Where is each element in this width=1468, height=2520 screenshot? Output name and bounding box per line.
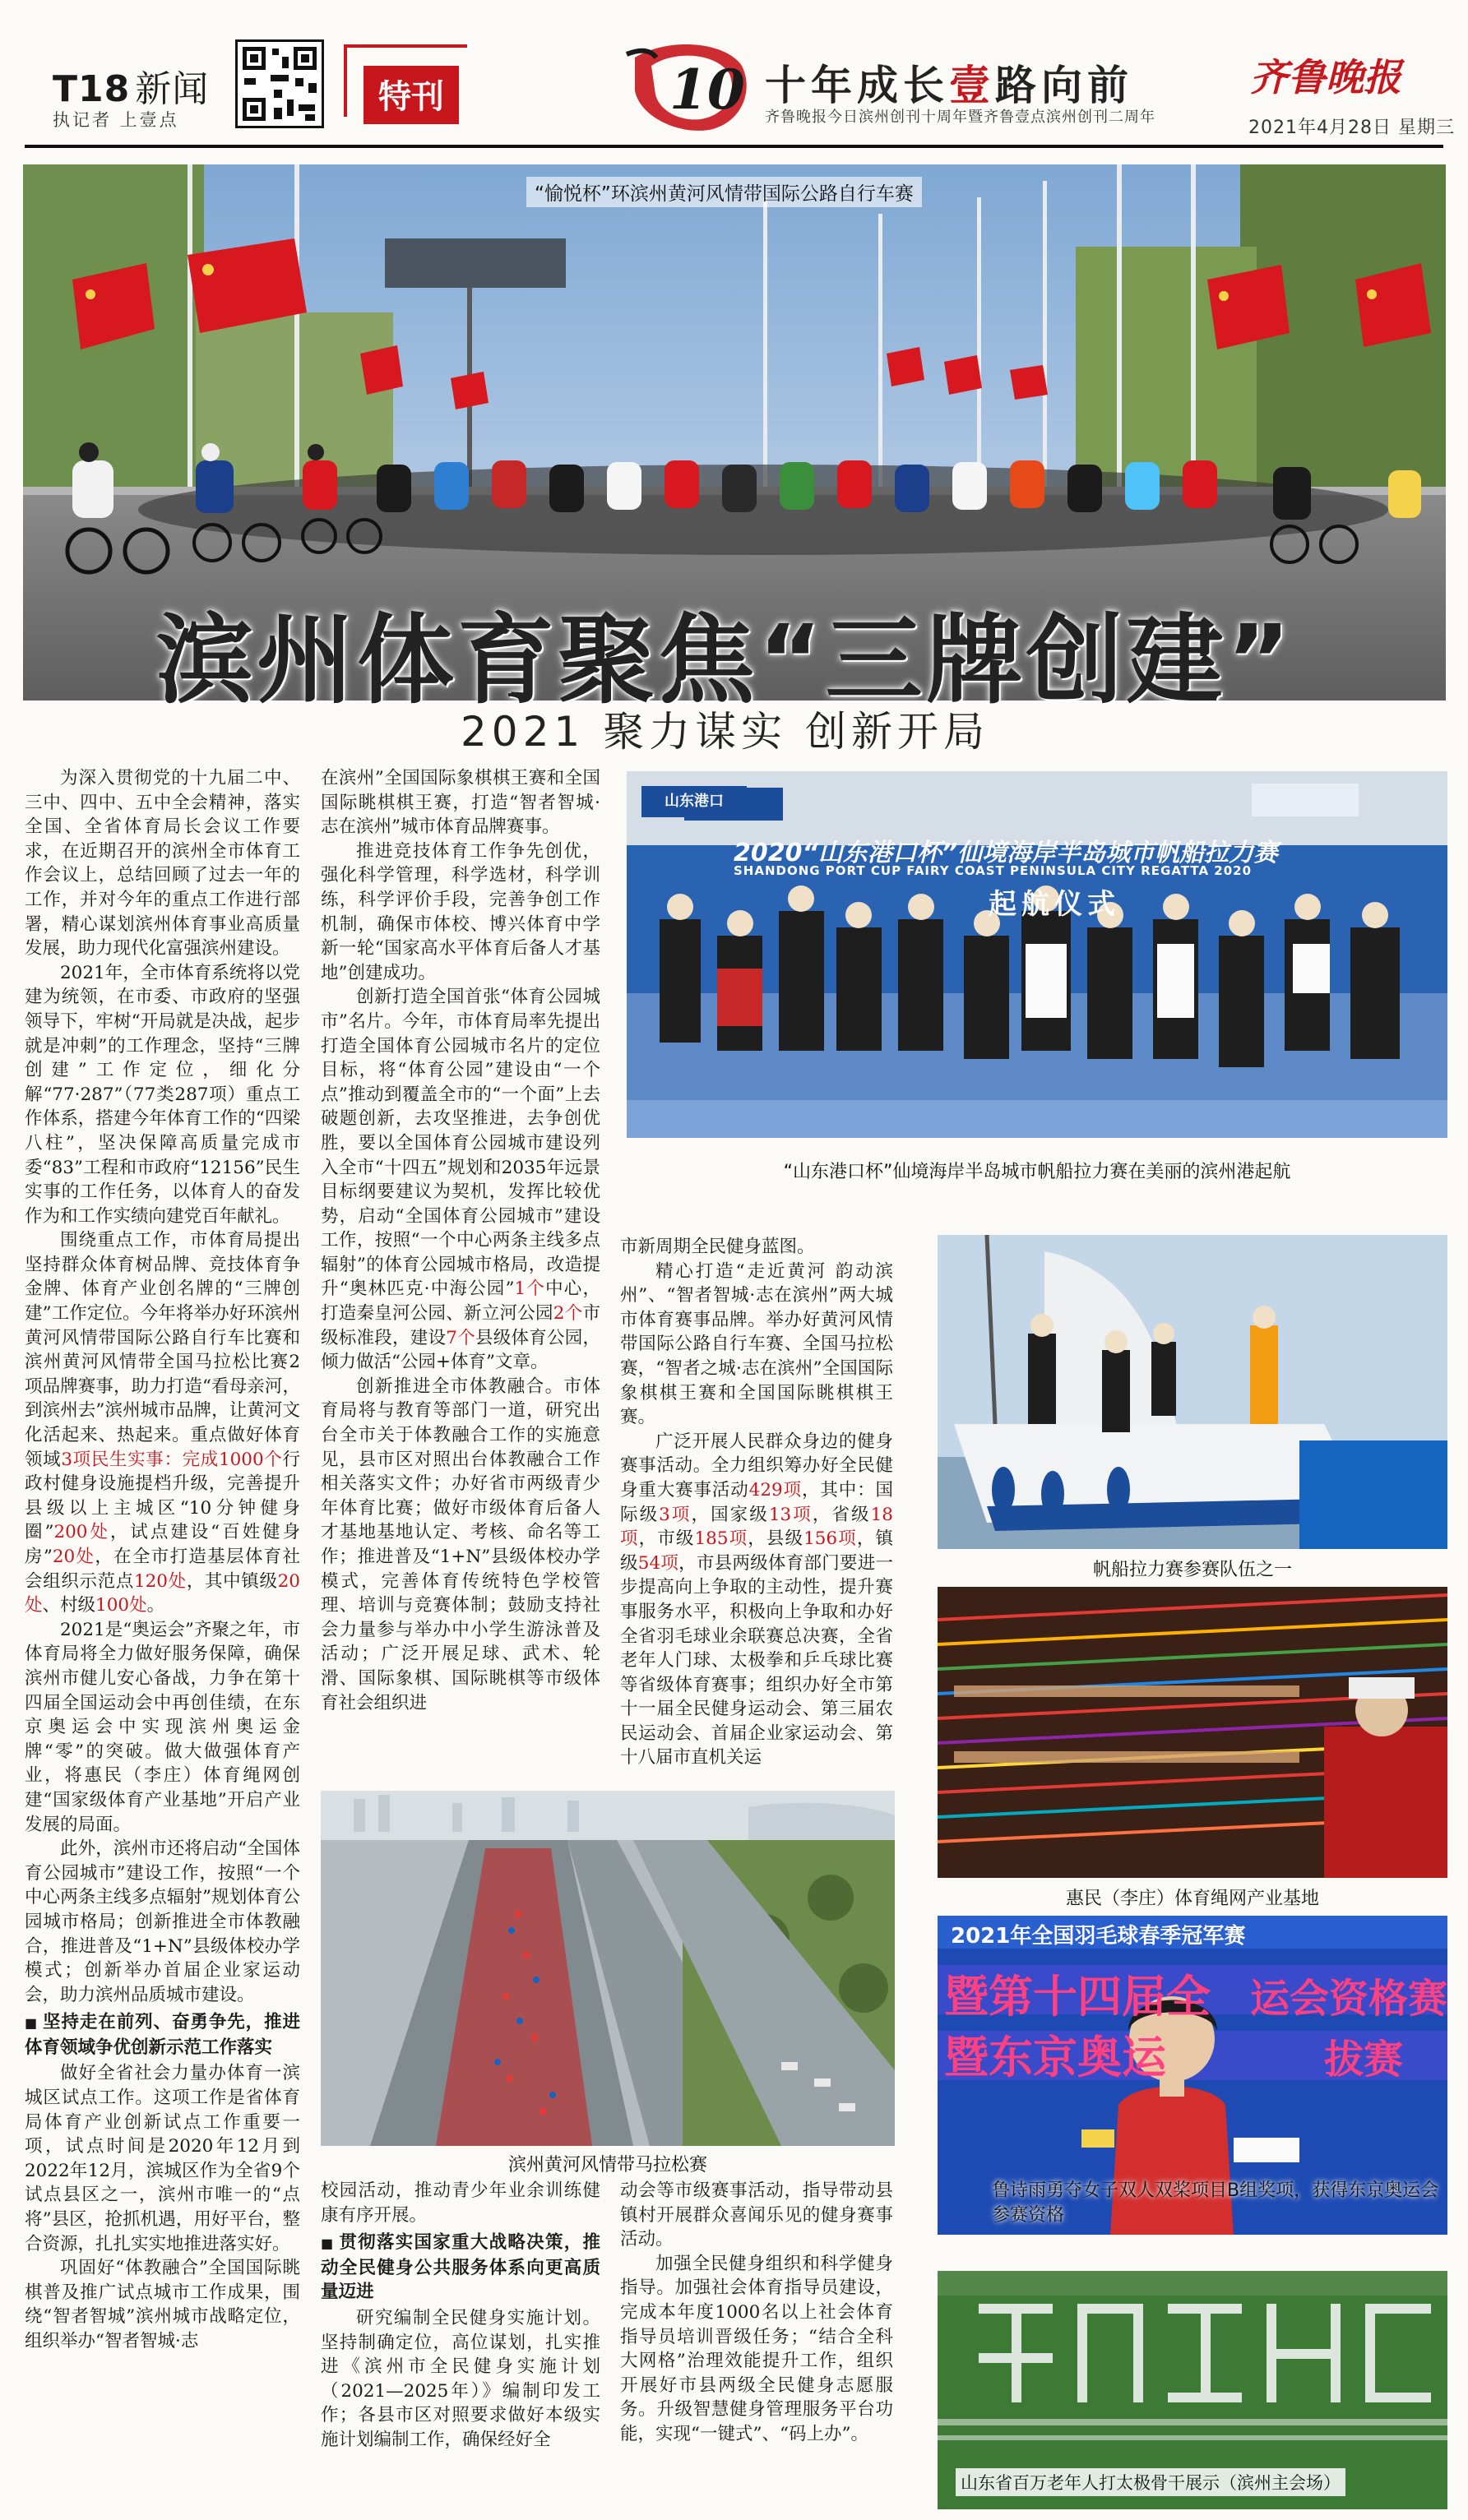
badminton-banner-line-2: 运会资格赛 xyxy=(1250,1976,1447,2022)
article-column-1 xyxy=(25,766,300,2509)
section-subheading: ■ 贯彻落实国家重大战略决策，推动全民健身公共服务体系向更高质量迈进 xyxy=(321,2232,600,2303)
rope-factory-caption: 惠民（李庄）体育绳网产业基地 xyxy=(1065,1889,1319,1909)
badminton-banner-line-3: 暨东京奥运 xyxy=(944,2032,1166,2083)
sub-headline: 2021 聚力谋实 创新开局 xyxy=(461,708,990,756)
article-column-2 xyxy=(321,766,600,1786)
athlete-award-photo xyxy=(938,1916,1447,2235)
paragraph: 推进竞技体育工作争先创优，强化科学管理，科学选材，科学训练，科学评价手段，完善争创工作机制，确保市体校、博兴体育中学新一轮“国家高水平体育后备人才基地”创建成功。 xyxy=(321,840,600,983)
marathon-caption: 滨州黄河风情带马拉松赛 xyxy=(507,2155,707,2176)
special-issue-label: 特刊 xyxy=(364,66,459,124)
paragraph: 在滨州”全国国际象棋棋王赛和全国国际眺棋棋王赛，打造“智者智城·志在滨州”城市体育品牌赛事。 xyxy=(321,768,600,838)
sailing-banner-english: SHANDONG PORT CUP FAIRY COAST PENINSULA CITY REGATTA 2020 xyxy=(734,863,1253,878)
paragraph: 动会等市级赛事活动，指导带动县镇村开展群众喜闻乐见的健身赛事活动。 xyxy=(620,2180,893,2250)
anniversary-subtitle: 齐鲁晚报今日滨州创刊十周年暨齐鲁壹点滨州创刊二周年 xyxy=(765,109,1155,126)
special-issue-tag xyxy=(344,44,467,117)
badminton-banner-top: 2021年全国羽毛球春季冠军赛 xyxy=(951,1924,1246,1949)
taichi-display-photo xyxy=(938,2271,1447,2509)
hero-caption: “愉悦杯”环滨州黄河风情带国际公路自行车赛 xyxy=(526,177,922,207)
article-column-3 xyxy=(620,1235,893,1786)
newspaper-brand: 齐鲁晚报 xyxy=(1250,55,1401,99)
paragraph: 研究编制全民健身实施计划。坚持制确定位，高位谋划，扎实推进《滨州市全民健身实施计划（2021—2025年）》编制印发工作；各县市区对照要求做好本级实施计划编制工作，确保经好全 xyxy=(321,2307,600,2450)
rope-factory-photo xyxy=(938,1587,1447,1878)
paragraph: 广泛开展人民群众身边的健身赛事活动。全力组织筹办好全民健身重大赛事活动429项，其中：国际级3项，国家级13项，省级18项，市级185项，县级156项，镇级54项，市县两级体育部门要进一步提高向上争取的主动性，提升赛事服务水平，积极向上争取和办好全省羽毛球业余联赛总决赛，全省老年人门球、太极拳和乒乓球比赛等省级体育赛事；组织办好全市第十一届全民健身运动会、第三届农民运动会、首届企业家运动会、第十八届市直机关运 xyxy=(620,1431,893,1769)
section-subheading: ■ 坚持走在前列、奋勇争先，推进体育领域争优创新示范工作落实 xyxy=(25,2012,300,2058)
sailing-logo: 山东港口 xyxy=(641,786,747,817)
logo-numeral: 10 xyxy=(669,58,745,122)
athlete-award-caption: 鲁诗雨勇夺女子双人双桨项目B组奖项，获得东京奥运会参赛资格 xyxy=(992,2180,1439,2226)
paragraph: 为深入贯彻党的十九届二中、三中、四中、五中全会精神，落实全国、全省体育局长会议工作要求，在近期召开的滨州全市体育工作会议上，总结回顾了过去一年的工作，并对今年的重点工作进行部署，精心谋划滨州体育事业高质量发展，助力现代化富强滨州建设。 xyxy=(25,768,300,959)
header-rule xyxy=(25,145,1443,148)
sailboat-crew-caption: 帆船拉力赛参赛队伍之一 xyxy=(1092,1560,1292,1580)
anniversary-logo-icon xyxy=(618,33,758,136)
sailing-ceremony-photo xyxy=(627,771,1447,1138)
article-column-2-lower xyxy=(321,2179,600,2508)
sailboat-crew-photo xyxy=(938,1235,1447,1549)
sailing-banner-title: 2020“山东港口杯”仙境海岸半岛城市帆船拉力赛 xyxy=(734,839,1279,867)
paragraph: 2021年，全市体育系统将以党建为统领，在市委、市政府的坚强领导下，牢树“开局就是决战，起步就是冲刺”的工作理念，坚持“三牌创建”工作定位，细化分解“77·287”（77类287项）重点工作体系，搭建今年体育工作的“四梁八柱”，坚决保障高质量完成市委“83”工程和市政府“12156”民生实事的工作任务，以体育人的奋发作为和工作实绩向建党百年献礼。 xyxy=(25,962,300,1227)
marathon-aerial-photo xyxy=(321,1791,895,2146)
anniversary-slogan: 十年成长壹路向前 xyxy=(765,61,1133,109)
issue-date: 2021年4月28日 星期三 xyxy=(1248,118,1455,138)
article-column-3-lower xyxy=(620,2179,893,2508)
reporter-line: 执记者 上壹点 xyxy=(53,110,179,130)
section-name: 新闻 xyxy=(135,68,210,110)
badminton-banner-line-1: 暨第十四届全 xyxy=(944,1971,1211,2023)
paragraph: 围绕重点工作，市体育局提出坚持群众体育树品牌、竞技体育争金牌、体育产业创名牌的“三牌创建”工作定位。今年将举办好环滨州黄河风情带国际公路自行车比赛和滨州黄河风情带全国马拉松比赛2项品牌赛事，助力打造“看母亲河，到滨州去”滨州城市品牌，让黄河文化活起来、热起来。重点做好体育领域3项民生实事：完成1000个行政村健身设施提档升级，完善提升县级以上主城区“10分钟健身圈”200处，试点建设“百姓健身房”20处，在全市打造基层体育社会组织示范点120处，其中镇级20处、村级100处。 xyxy=(25,1230,300,1616)
paragraph: 创新推进全市体教融合。市体育局将与教育等部门一道，研究出台全市关于体教融合工作的实施意见，县市区对照出台体教融合工作相关落实文件；办好省市两级青少年体育比赛；做好市级体育后备人才基地基地认定、考核、命名等工作；推进普及“1+N”县级体校办学模式，完善体育传统特色学校管理、培训与竞赛体制；鼓励支持社会力量参与举办中小学生游泳普及活动；广泛开展足球、武术、轮滑、国际象棋、国际眺棋等市级体育社会组织进 xyxy=(321,1376,600,1713)
taichi-display-caption: 山东省百万老年人打太极骨干展示（滨州主会场） xyxy=(956,2468,1345,2496)
sailing-ceremony-caption: “山东港口杯”仙境海岸半岛城市帆船拉力赛在美丽的滨州港起航 xyxy=(783,1162,1291,1182)
paragraph: 加强全民健身组织和科学健身指导。加强社会体育指导员建设，完成本年度1000名以上社会体育指导员培训晋级任务；“结合全科大网格”治理效能提升工作，组织开展好市县两级全民健身志愿服务。升级智慧健身管理服务平台功能，实现“一键式”、“码上办”。 xyxy=(620,2253,893,2444)
paragraph: 巩固好“体教融合”全国国际眺棋普及推广试点城市工作成果，围绕“智者智城”滨州城市战略定位，组织举办“智者智城·志 xyxy=(25,2258,300,2351)
badminton-banner-line-4: 拔赛 xyxy=(1324,2037,1404,2083)
paragraph: 2021是“奥运会”齐聚之年，市体育局将全力做好服务保障，确保滨州市健儿安心备战，力争在第十四届全国运动会中再创佳绩，在东京奥运会中实现滨州奥运金牌“零”的突破。做大做强体育产业，将惠民（李庄）体育绳网创建“国家级体育产业基地”开启产业发展的局面。 xyxy=(25,1619,300,1835)
page-number: T18 新闻 xyxy=(53,68,210,110)
sailing-banner-subtitle: 起航仪式 xyxy=(989,888,1120,921)
paragraph: 精心打造“走近黄河 韵动滨州”、“智者智城·志在滨州”两大城市体育赛事品牌。举办好黄河风情带国际公路自行车赛、全国马拉松赛，“智者之城·志在滨州”全国国际象棋棋王赛和全国国际眺棋棋王赛。 xyxy=(620,1260,893,1428)
paragraph: 此外，滨州市还将启动“全国体育公园城市”建设工作，按照“一个中心两条主线多点辐射”规划体育公园城市格局；创新推进全市体教融合，推进普及“1+N”县级体校办学模式；创新举办首届企业家运动会，助力滨州品质城市建设。 xyxy=(25,1838,300,2005)
main-headline: 滨州体育聚焦“三牌创建” xyxy=(156,603,1294,717)
paragraph: 市新周期全民健身蓝图。 xyxy=(620,1237,815,1257)
paragraph: 创新打造全国首张“体育公园城市”名片。今年，市体育局率先提出打造全国体育公园城市名片的定位目标，将“体育公园”建设由“一个点”推动到覆盖全市的“一个面”上去破题创新，去攻坚推进，去争创优胜，要以全国体育公园城市建设列入全市“十四五”规划和2035年远景目标纲要建议为契机，发挥比较优势，启动“全国体育公园城市”建设工作，按照“一个中心两条主线多点辐射”的体育公园城市格局，改造提升“奥林匹克·中海公园”1个中心，打造秦皇河公园、新立河公园2个市级标准段，建设7个县级体育公园，倾力做活“公园+体育”文章。 xyxy=(321,987,600,1373)
paragraph: 做好全省社会力量办体育一滨城区试点工作。这项工作是省体育局体育产业创新试点工作重要一项，试点时间是2020年12月到2022年12月，滨城区作为全省9个试点县区之一，滨州市唯一的“点将”县区，抢抓机遇，用好平台，整合资源，扎扎实实地推进落实好。 xyxy=(25,2063,300,2254)
paragraph: 校园活动，推动青少年业余训练健康有序开展。 xyxy=(321,2180,600,2226)
qr-code-icon xyxy=(235,39,324,128)
